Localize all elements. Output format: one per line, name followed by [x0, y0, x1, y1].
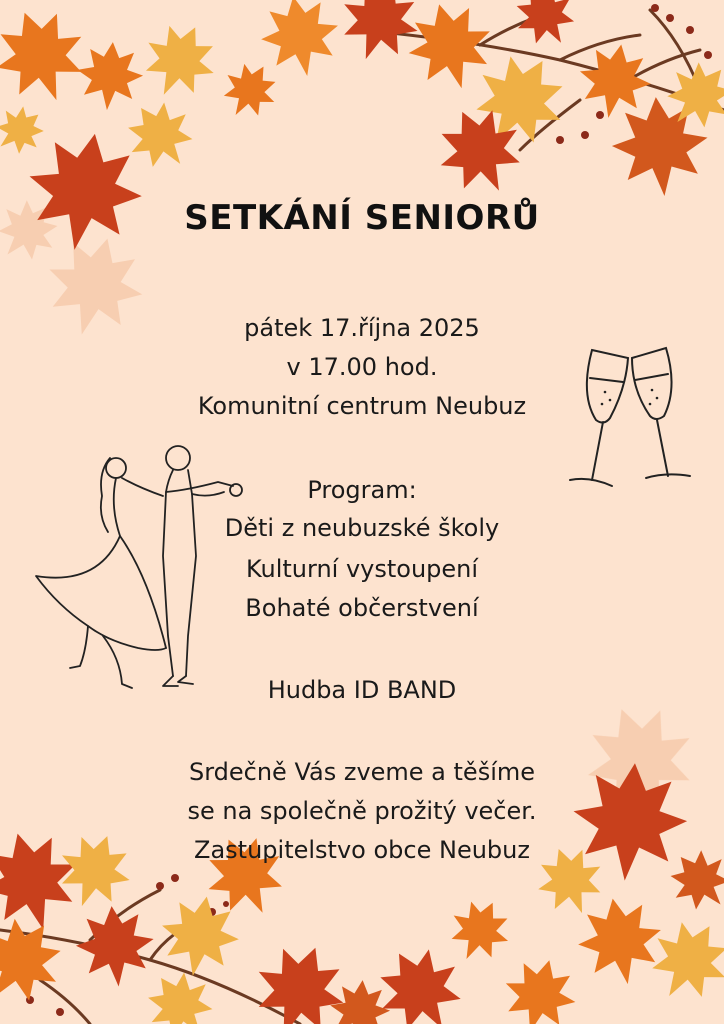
- program-item: Děti z neubuzské školy: [224, 514, 500, 542]
- invitation-line: Srdečně Vás zveme a těšíme: [188, 758, 536, 786]
- program-heading: Program:: [307, 476, 417, 504]
- program-item: Bohaté občerstvení: [245, 594, 479, 622]
- event-time: v 17.00 hod.: [286, 353, 438, 381]
- event-title: SETKÁNÍ SENIORŮ: [184, 198, 540, 238]
- music-info: Hudba ID BAND: [267, 676, 457, 704]
- program-item: Kulturní vystoupení: [245, 555, 479, 583]
- event-date: pátek 17.října 2025: [244, 314, 480, 342]
- event-venue: Komunitní centrum Neubuz: [197, 392, 527, 420]
- invitation-line: se na společně prožitý večer.: [187, 797, 537, 825]
- organizer-signature: Zastupitelstvo obce Neubuz: [194, 836, 530, 864]
